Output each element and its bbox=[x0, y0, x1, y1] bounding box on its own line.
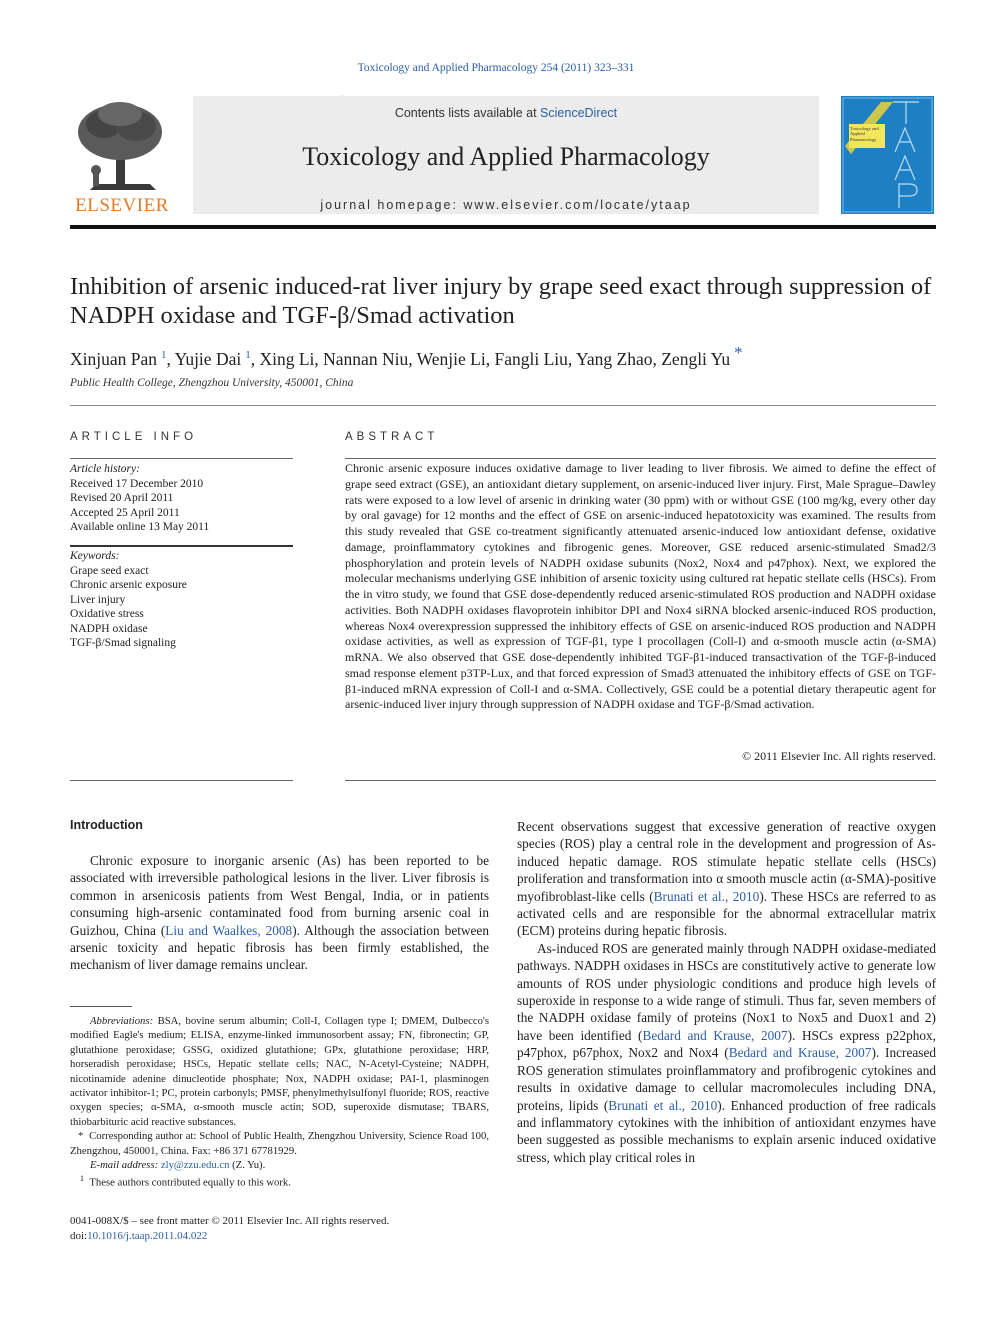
abstract-rule bbox=[345, 458, 936, 459]
sciencedirect-link[interactable]: ScienceDirect bbox=[540, 106, 618, 120]
front-matter bbox=[70, 1214, 389, 1244]
author-name: Wenjie Li bbox=[416, 348, 486, 369]
contents-line: Contents lists available at ScienceDirect bbox=[394, 106, 618, 120]
keyword: TGF-β/Smad signaling bbox=[70, 637, 176, 649]
article-info-heading: ARTICLE INFO bbox=[70, 431, 198, 443]
history-label: Article history: bbox=[70, 463, 140, 475]
article-history bbox=[70, 462, 293, 535]
article-title: Inhibition of arsenic induced-rat liver injury by grape seed exact through suppression of NADPH oxidase and TGF-β/Smad activation bbox=[70, 273, 932, 329]
equal-contribution-footnote: $^1$ These authors contributed equally to this work. bbox=[80, 1174, 291, 1190]
intro-column-right bbox=[517, 818, 936, 1166]
author-footnote-mark[interactable]: 1 bbox=[161, 349, 167, 361]
keywords-label: Keywords: bbox=[70, 550, 120, 562]
footnote-rule bbox=[70, 1006, 132, 1007]
history-online: Available online 13 May 2011 bbox=[70, 521, 210, 533]
intro-paragraph-3: As-induced ROS are generated mainly through NADPH oxidase-mediated pathways. NADPH oxidases in HSCs are constitutively active to generate low amounts of ROS under physiologic conditions and produce high levels of superoxide in response to a wide range of stimuli. Thus far, seven members of the NADPH oxidase family of proteins (Nox1 to Nox5 and Duox1 and 2) have been identified (Bedard and Krause, 2007). HSCs express p22phox, p47phox, p67phox, Nox2 and Nox4 (Bedard and Krause, 2007). Increased ROS generation stimulates proinflammatory and profibrogenic cytokines and results in oxidative damage to cellular macromolecules including DNA, proteins, lipids (Brunati et al., 2010). Enhanced production of free radicals and inflammatory cytokines with the inhibition of antioxidant enzymes have been suggested as possible mechanisms to explain arsenic induced oxidative stress, which play critical roles in bbox=[517, 940, 936, 1165]
citation-link[interactable]: Bedard and Krause, 2007 bbox=[642, 1027, 788, 1043]
history-revised: Revised 20 April 2011 bbox=[70, 492, 174, 504]
affiliation: Public Health College, Zhengzhou University, 450001, China bbox=[70, 377, 354, 389]
abbreviations-footnote: Abbreviations: BSA, bovine serum albumin; Coll-I, Collagen type I; DMEM, Dulbecco's modified Eagle's medium; ELISA, enzyme-linked immunosorbent assay; FN, fibronectin; GP, glutathione peroxidase; GSSG, oxidized glutathione; GPx, glutathione peroxidase; HRP, horseradish peroxidase; HSCs, Hepatic stellate cells; NAC, N-Acetyl-Cysteine; NADPH, nicotinamide adenine dinucleotide phosphate; Nox, NADPH oxidase; PAI-1, plasminogen activator inhibitor-1; PC, protein carbonyls; PMSF, phenylmethylsulfonyl fluoride; ROS, reactive oxygen species; α-SMA, α-smooth muscle actin; SOD, superoxide dismutase; TBARS, thiobarbituric acid reactive substances. bbox=[70, 1015, 489, 1128]
keyword: Liver injury bbox=[70, 593, 126, 606]
author-name: Nannan Niu bbox=[323, 348, 409, 369]
author-name: Yujie Dai bbox=[174, 348, 242, 369]
keyword: Chronic arsenic exposure bbox=[70, 579, 187, 591]
history-received: Received 17 December 2010 bbox=[70, 477, 204, 490]
keywords-rule bbox=[70, 545, 293, 547]
author-name: Yang Zhao bbox=[575, 348, 653, 369]
header-rule bbox=[70, 225, 936, 229]
title-rule bbox=[70, 405, 936, 406]
author-list: Xinjuan Pan $^1$, Yujie Dai $^1$, Xing Li, Nannan Niu, Wenjie Li, Fangli Liu, Yang Zhao, Zengli Yu * bbox=[70, 343, 743, 369]
history-accepted: Accepted 25 April 2011 bbox=[70, 506, 180, 519]
footnotes bbox=[70, 1014, 489, 1190]
corresponding-author-mark[interactable]: * bbox=[734, 343, 743, 362]
abstract-copyright: © 2011 Elsevier Inc. All rights reserved. bbox=[742, 749, 936, 763]
keyword: Grape seed exact bbox=[70, 564, 149, 577]
journal-homepage[interactable]: journal homepage: www.elsevier.com/locate/ytaap bbox=[320, 198, 692, 212]
author-name: Xinjuan Pan bbox=[70, 348, 158, 369]
doi-link[interactable]: 10.1016/j.taap.2011.04.022 bbox=[87, 1230, 208, 1242]
article-info-rule bbox=[70, 458, 293, 459]
abstract-heading: ABSTRACT bbox=[345, 431, 439, 443]
intro-paragraph-1: Chronic exposure to inorganic arsenic (As) has been reported to be associated with irreversible pathological lesions in the liver. Liver fibrosis is common in arsenicosis patients from West Bengal, India, or in patients consuming high-arsenic contaminated food from burning arsenic coal in Guizhou, China (Liu and Waalkes, 2008). Although the association between arsenic toxicity and hepatic fibrosis has been firmly established, the mechanism of liver damage remains unclear. bbox=[70, 853, 489, 973]
corresponding-author-footnote: * Corresponding author at: School of Public Health, Zhengzhou University, Science Road 100, Zhengzhou, 450001, China. Fax: +86 371 67781929. bbox=[70, 1130, 490, 1157]
email-link[interactable]: zly@zzu.edu.cn bbox=[160, 1159, 230, 1172]
cover-letters: TAAP bbox=[341, 96, 344, 97]
abstract-end-rule bbox=[345, 780, 936, 781]
journal-citation[interactable]: Toxicology and Applied Pharmacology 254 (2011) 323–331 bbox=[357, 62, 635, 74]
author-name: Fangli Liu bbox=[494, 348, 568, 369]
keyword: NADPH oxidase bbox=[70, 622, 148, 635]
keywords bbox=[70, 549, 293, 651]
citation-link[interactable]: Liu and Waalkes, 2008 bbox=[165, 922, 293, 938]
doi-line: doi:10.1016/j.taap.2011.04.022 bbox=[70, 1230, 208, 1242]
introduction-heading: Introduction bbox=[70, 818, 143, 832]
journal-title: Toxicology and Applied Pharmacology bbox=[302, 142, 710, 171]
citation-link[interactable]: Brunati et al., 2010 bbox=[608, 1097, 718, 1113]
author-footnote-mark[interactable]: 1 bbox=[245, 349, 251, 361]
abstract-text: Chronic arsenic exposure induces oxidative damage to liver leading to liver fibrosis. We aimed to define the effect of grape seed extract (GSE), an antioxidant dietary supplement, on arsenic-induced liver injury. First, Male Sprague–Dawley rats were exposed to a low level of arsenic in drinking water (30 ppm) with or without GSE (100 mg/kg, every other day by oral gavage) for 12 months and the effect of GSE on arsenic-induced hepatotoxicity was examined. The results from this study revealed that GSE co-treatment significantly attenuated arsenic-induced low antioxidant defense, oxidative damage, proinflammatory cytokines and fibrogenic genes. Moreover, GSE reduced arsenic-stimulated Smad2/3 phosphorylation and protein levels of NADPH oxidase subunits (Nox2, Nox4 and p47phox). Next, we explored the molecular mechanisms underlying GSE inhibition of arsenic toxicity using cultured rat hepatic stellate cells (HSCs). From the in vitro study, we found that GSE dose-dependently reduced arsenic-stimulated ROS production and NADPH oxidase activities. Both NADPH oxidases flavoprotein inhibitor DPI and Nox4 siRNA blocked arsenic-induced ROS production, whereas Nox4 overexpression suppressed the inhibitory effects of GSE on arsenic-induced ROS production and NADPH oxidase activities, as well as expression of TGF-β1, type I procollagen (Coll-I) and α-smooth muscle actin (α-SMA) mRNA. We also observed that GSE dose-dependently inhibited TGF-β1-induced transactivation of the TGF-β-induced smad response element p3TP-Lux, and that forced expression of Smad3 attenuated the inhibitory effects of GSE on TGF-β1-induced mRNA expression of Coll-I and α-SMA. Collectively, GSE could be a potential dietary therapeutic agent for arsenic-induced liver injury through suppression of NADPH oxidase and TGF-β/Smad activation. bbox=[345, 461, 936, 712]
keyword: Oxidative stress bbox=[70, 608, 144, 620]
author-name: Xing Li bbox=[259, 348, 315, 369]
author-name: Zengli Yu bbox=[661, 348, 731, 369]
citation-link[interactable]: Bedard and Krause, 2007 bbox=[728, 1045, 872, 1061]
cover-title: Toxicology and Applied Pharmacology bbox=[850, 126, 879, 142]
elsevier-wordmark: ELSEVIER bbox=[75, 195, 169, 216]
intro-paragraph-2: Recent observations suggest that excessive generation of reactive oxygen species (ROS) play a central role in the development and progression of As-induced hepatic damage. ROS stimulate hepatic stellate cells (HSCs) proliferation and transformation into α smooth muscle actin (α-SMA)-positive myofibroblast-like cells (Brunati et al., 2010). These HSCs are referred to as activated cells and are responsible for the abnormal extracellular matrix (ECM) proteins during hepatic fibrosis. bbox=[517, 819, 936, 939]
email-footnote: E-mail address: zly@zzu.edu.cn (Z. Yu). bbox=[90, 1159, 266, 1172]
citation-link[interactable]: Brunati et al., 2010 bbox=[653, 888, 760, 904]
issn-line: 0041-008X/$ – see front matter © 2011 Elsevier Inc. All rights reserved. bbox=[70, 1215, 390, 1227]
article-info-end-rule bbox=[70, 780, 293, 781]
